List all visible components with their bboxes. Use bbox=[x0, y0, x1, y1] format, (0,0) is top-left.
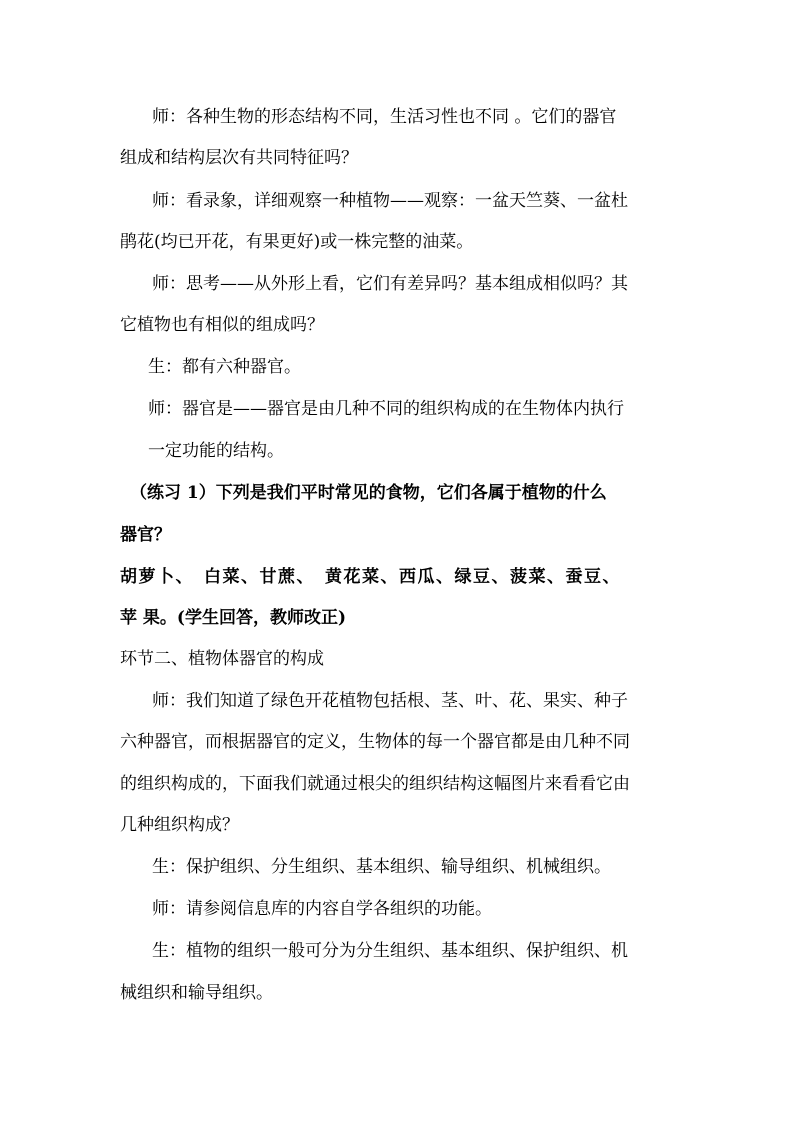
paragraph-line: 师：看录象，详细观察一种植物——观察：一盆天竺葵、一盆杜 bbox=[152, 191, 628, 211]
paragraph-line: 六种器官，而根据器官的定义，生物体的每一个器官都是由几种不同 bbox=[120, 732, 630, 752]
food-list-line: 苹 果。(学生回答，教师改正) bbox=[120, 608, 347, 628]
paragraph-line: 师：我们知道了绿色开花植物包括根、茎、叶、花、果实、种子 bbox=[152, 691, 628, 711]
paragraph-line: 师：请参阅信息库的内容自学各组织的功能。 bbox=[152, 899, 492, 919]
paragraph-line: 生：都有六种器官。 bbox=[148, 357, 301, 377]
food-list-line: 胡萝卜、 白菜、甘蔗、 黄花菜、西瓜、绿豆、菠菜、蚕豆、 bbox=[120, 567, 621, 587]
exercise-heading: 器官？ bbox=[120, 525, 171, 545]
paragraph-line: 组成和结构层次有共同特征吗？ bbox=[120, 148, 358, 168]
paragraph-line: 鹃花(均已开花，有果更好)或一株完整的油菜。 bbox=[120, 232, 474, 252]
paragraph-line: 师：器官是——器官是由几种不同的组织构成的在生物体内执行 bbox=[148, 399, 624, 419]
paragraph-line: 几种组织构成？ bbox=[120, 815, 239, 835]
section-heading: 环节二、植物体器官的构成 bbox=[120, 649, 324, 669]
paragraph-line: 的组织构成的，下面我们就通过根尖的组织结构这幅图片来看看它由 bbox=[120, 774, 630, 794]
paragraph-line: 生：植物的组织一般可分为分生组织、基本组织、保护组织、机 bbox=[152, 941, 628, 961]
exercise-heading: （练习 1）下列是我们平时常见的食物，它们各属于植物的什么 bbox=[130, 483, 607, 503]
paragraph-line: 师：各种生物的形态结构不同，生活习性也不同 。它们的器官 bbox=[152, 107, 617, 127]
paragraph-line: 它植物也有相似的组成吗？ bbox=[120, 315, 324, 335]
paragraph-line: 师：思考——从外形上看，它们有差异吗？基本组成相似吗？其 bbox=[152, 274, 628, 294]
paragraph-line: 生：保护组织、分生组织、基本组织、输导组织、机械组织。 bbox=[152, 857, 611, 877]
paragraph-line: 一定功能的结构。 bbox=[148, 441, 284, 461]
paragraph-line: 械组织和输导组织。 bbox=[120, 983, 273, 1003]
